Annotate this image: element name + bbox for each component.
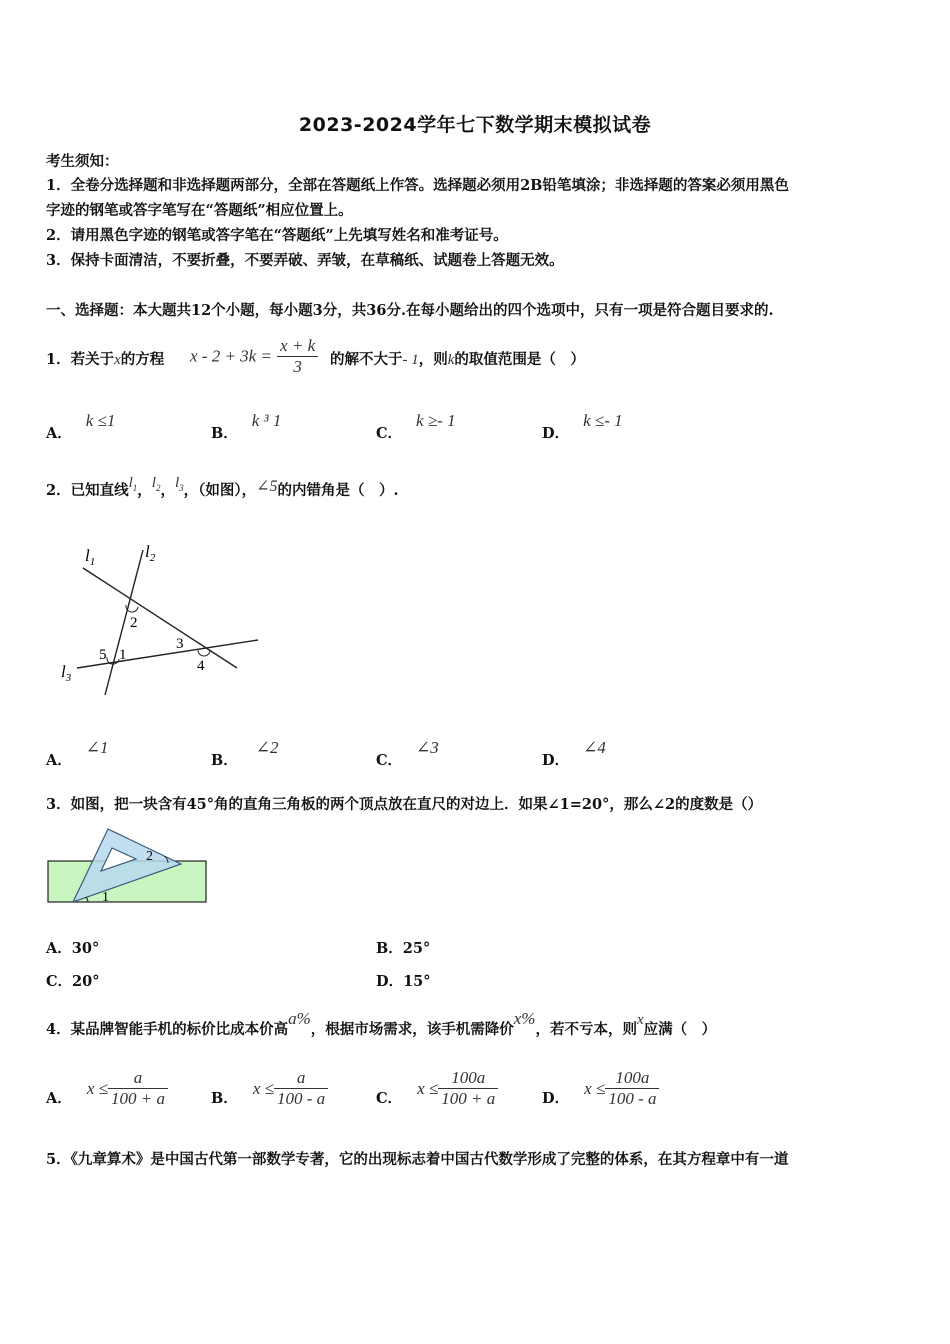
q1-equation: [190, 336, 318, 377]
q4-option-b-fraction: [274, 1068, 328, 1109]
q2-fig-l3-sub: 3: [65, 672, 72, 684]
q2-option-b[interactable]: [211, 737, 279, 769]
question-5-stem: 5．《九章算术》是中国古代第一部数学专著，它的出现标志着中国古代数学形成了完整的体系，在其方程章中有一道: [46, 1151, 789, 1168]
q1-option-b[interactable]: [211, 410, 282, 442]
notice-line-1a: 1．全卷分选择题和非选择题两部分，全部在答题纸上作答。选择题必须用2B铅笔填涂；非选择题的答案必须用黑色: [46, 177, 789, 194]
q2-fig-label-2: 2: [130, 615, 138, 631]
q2-figure: [55, 535, 270, 695]
q4-option-c-den: 100 + a: [441, 1089, 496, 1108]
q4-var-x: x: [636, 1012, 644, 1028]
q3-option-a-label: A．: [46, 940, 72, 957]
q1-eq-left: x - 2 + 3k =: [190, 346, 272, 366]
q4-option-c-label: C．: [376, 1090, 403, 1107]
q4-text-4: 应满（ ）: [643, 1021, 717, 1038]
q4-text-1: 4．某品牌智能手机的标价比成本价高: [46, 1021, 289, 1038]
q1-text-4: ，则: [418, 351, 448, 368]
q1-neg-one: - 1: [402, 352, 419, 368]
q4-option-a-fraction: [108, 1068, 168, 1109]
q3-option-a-value: 30°: [71, 940, 100, 957]
q4-a-percent: a%: [288, 1009, 311, 1028]
q2-fig-label-1: 1: [119, 647, 127, 663]
q2-line-l3: [175, 475, 184, 491]
q4-option-a-den: 100 + a: [111, 1089, 165, 1108]
q1-text-3: 的解不大于: [330, 351, 403, 368]
q2-fig-l2-letter: l: [145, 542, 150, 561]
q4-option-c-num: 100a: [438, 1068, 498, 1089]
q2-option-b-label: B．: [211, 752, 238, 769]
q1-option-c-math: k ≥- 1: [416, 411, 456, 430]
q3-option-d[interactable]: [376, 972, 431, 992]
q2-fig-l1-sub: 1: [89, 556, 96, 568]
q1-eq-denominator: 3: [293, 357, 302, 376]
q1-option-d-label: D．: [542, 425, 570, 442]
q4-option-d[interactable]: [542, 1068, 659, 1109]
q3-fig-label-2: 2: [146, 849, 153, 864]
q2-sep-1: ，: [137, 482, 152, 499]
q3-option-b[interactable]: [376, 939, 430, 959]
q4-option-c-lhs: x ≤: [417, 1078, 439, 1098]
q3-option-c[interactable]: [46, 972, 99, 992]
question-2-stem: [46, 475, 399, 506]
notice-heading: 考生须知：: [46, 153, 119, 170]
q1-option-d-math: k ≤- 1: [583, 411, 623, 430]
q3-option-b-value: 25°: [402, 940, 431, 957]
q1-text-2: 的方程: [120, 351, 165, 368]
question-1-stem: [46, 350, 164, 370]
section-heading: 一、选择题：本大题共12个小题，每小题3分，共36分.在每小题给出的四个选项中，只有一项是符合题目要求的.: [46, 302, 774, 319]
q4-text-2: ，根据市场需求，该手机需降价: [310, 1021, 514, 1038]
q1-option-a[interactable]: [46, 410, 116, 442]
q1-option-c[interactable]: [376, 410, 456, 442]
q1-option-a-math: k ≤1: [85, 411, 116, 430]
q3-fig-label-1: 1: [102, 890, 109, 905]
q2-option-c-label: C．: [376, 752, 403, 769]
q4-option-a-label: A．: [46, 1090, 72, 1107]
question-3-stem: 3．如图，把一块含有45°角的直角三角板的两个顶点放在直尺的对边上．如果∠1=20°，那么∠2的度数是（）: [46, 796, 763, 813]
q2-fig-label-4: 4: [197, 658, 205, 674]
q1-option-b-math: k ³ 1: [251, 411, 282, 430]
q4-x-percent: x%: [513, 1009, 536, 1028]
q1-text-1: 1．若关于: [46, 351, 115, 368]
q4-option-d-label: D．: [542, 1090, 570, 1107]
q4-option-c[interactable]: [376, 1068, 498, 1109]
q2-l1-sub: 1: [132, 483, 138, 493]
question-1-stem-end: [330, 350, 585, 370]
notice-line-1b: 字迹的钢笔或答字笔写在“答题纸”相应位置上。: [46, 202, 353, 219]
q1-option-b-label: B．: [211, 425, 238, 442]
q4-option-b-den: 100 - a: [277, 1089, 326, 1108]
q2-fig-label-3: 3: [176, 636, 184, 652]
q4-option-d-lhs: x ≤: [584, 1078, 606, 1098]
q4-option-b-num: a: [274, 1068, 328, 1089]
q2-option-a-label: A．: [46, 752, 72, 769]
q2-angle-5: ∠5: [256, 478, 278, 495]
q2-option-c-math: ∠3: [416, 738, 439, 757]
q3-option-b-label: B．: [376, 940, 403, 957]
q3-option-a[interactable]: [46, 939, 99, 959]
q4-option-a-lhs: x ≤: [86, 1078, 108, 1098]
q2-option-d-label: D．: [542, 752, 570, 769]
q1-text-5: 的取值范围是（ ）: [454, 351, 585, 368]
q2-option-a[interactable]: [46, 737, 109, 769]
q2-sep-2: ，: [160, 482, 175, 499]
q2-fig-l3: [61, 662, 72, 684]
q2-fig-label-5: 5: [99, 647, 107, 663]
q2-option-c[interactable]: [376, 737, 439, 769]
q3-figure: [46, 826, 211, 906]
q2-option-b-math: ∠2: [255, 738, 279, 757]
q4-option-b[interactable]: [211, 1068, 328, 1109]
q2-l3-letter: l: [174, 475, 180, 491]
q2-l2-letter: l: [151, 475, 156, 491]
q2-fig-l2: [145, 542, 156, 564]
notice-line-2: 2．请用黑色字迹的钢笔或答字笔在“答题纸”上先填写姓名和准考证号。: [46, 227, 508, 244]
q3-option-d-value: 15°: [403, 973, 431, 990]
q2-line-l1: [129, 475, 138, 491]
q2-fig-l3-letter: l: [61, 662, 66, 681]
q1-var-x: x: [114, 352, 121, 368]
q4-option-b-lhs: x ≤: [252, 1078, 274, 1098]
q2-l2-sub: 2: [155, 483, 161, 493]
q2-text-3: 的内错角是（ ）.: [277, 482, 399, 499]
q2-option-d-math: ∠4: [583, 738, 606, 757]
q2-fig-l1: [85, 546, 95, 568]
q4-option-c-fraction: [438, 1068, 498, 1109]
q3-option-c-label: C．: [46, 973, 73, 990]
q2-option-d[interactable]: [542, 737, 606, 769]
q1-var-k: k: [447, 352, 455, 368]
q1-eq-fraction: [277, 336, 318, 377]
q4-option-d-fraction: [605, 1068, 659, 1109]
q4-option-a[interactable]: [46, 1068, 168, 1109]
q2-l1-letter: l: [128, 475, 133, 491]
page-title: 2023-2024学年七下数学期末模拟试卷: [298, 114, 652, 136]
q3-option-d-label: D．: [376, 973, 404, 990]
q2-l3-sub: 3: [179, 483, 184, 493]
q1-option-d[interactable]: [542, 410, 623, 442]
q1-option-c-label: C．: [376, 425, 403, 442]
question-4-stem: [46, 1009, 717, 1040]
q1-option-a-label: A．: [46, 425, 72, 442]
q1-eq-numerator: x + k: [277, 336, 318, 357]
q2-arc-4: [198, 650, 210, 656]
q4-option-d-den: 100 - a: [608, 1089, 657, 1108]
q4-option-b-label: B．: [211, 1090, 238, 1107]
q2-fig-l1-letter: l: [85, 546, 90, 565]
q3-option-c-value: 20°: [72, 973, 100, 990]
q4-option-a-num: a: [108, 1068, 168, 1089]
q2-line-l2: [152, 475, 161, 491]
q4-text-3: ，若不亏本，则: [535, 1021, 637, 1038]
q2-fig-l2-sub: 2: [149, 552, 156, 564]
q2-option-a-math: ∠1: [85, 738, 109, 757]
q2-text-2: ，（如图），: [183, 482, 257, 499]
notice-line-3: 3．保持卡面清洁，不要折叠，不要弄破、弄皱，在草稿纸、试题卷上答题无效。: [46, 252, 564, 269]
q2-text-1: 2．已知直线: [46, 482, 129, 499]
q4-option-d-num: 100a: [605, 1068, 659, 1089]
